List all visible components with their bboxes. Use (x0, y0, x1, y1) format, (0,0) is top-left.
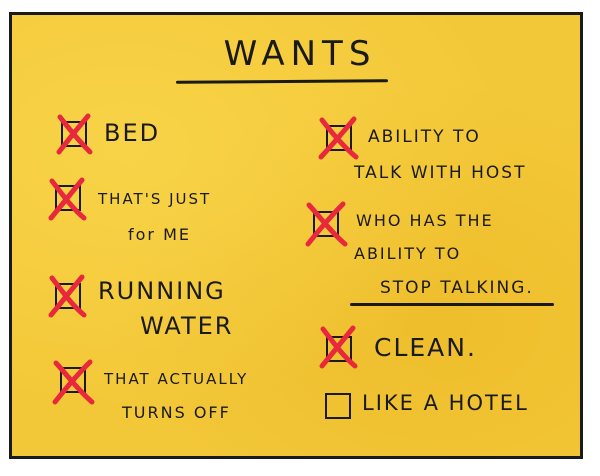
red-x-icon (317, 324, 361, 370)
red-x-icon (50, 358, 98, 406)
item-who-has-the: WHO HAS THE (356, 211, 494, 230)
item-for-me: for ME (128, 225, 191, 244)
item-running: RUNNING (98, 277, 226, 305)
page-title: WANTS (223, 34, 377, 74)
item-talk-with-host: TALK WITH HOST (354, 163, 527, 183)
red-x-icon (316, 115, 362, 161)
item-thats-just: THAT'S JUST (98, 190, 212, 208)
item-that-actually: THAT ACTUALLY (104, 370, 249, 388)
item-water: WATER (140, 312, 234, 340)
item-bed: BED (104, 119, 161, 147)
item-clean: CLEAN. (374, 333, 477, 362)
checkbox-like-a-hotel[interactable] (325, 393, 351, 419)
red-x-icon (54, 112, 96, 156)
red-x-icon (46, 176, 90, 222)
red-x-icon (303, 200, 351, 248)
item-ability-to: ABILITY TO (368, 127, 481, 147)
item-like-a-hotel: LIKE A HOTEL (362, 391, 529, 415)
item-ability-to-2: ABILITY TO (354, 244, 462, 263)
red-x-icon (46, 273, 90, 319)
stop-talking-underline (350, 303, 554, 306)
item-turns-off: TURNS OFF (122, 403, 231, 422)
item-stop-talking: STOP TALKING. (380, 278, 534, 298)
